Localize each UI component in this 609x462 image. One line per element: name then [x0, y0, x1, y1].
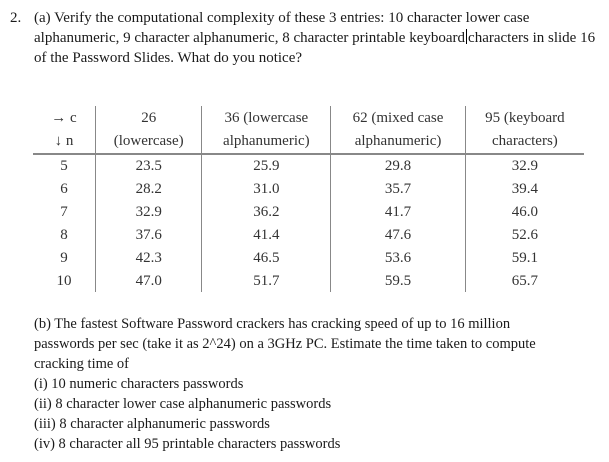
table-cell: 28.2 — [96, 178, 202, 201]
table-row — [33, 178, 584, 201]
table-cell: 59.1 — [511, 249, 539, 266]
part-b-item: (iv) 8 character all 95 printable characters passwords — [34, 436, 341, 452]
table-row — [33, 200, 584, 223]
row-n: 5 — [33, 155, 96, 178]
table-cell: 53.6 — [331, 246, 466, 269]
row-n: 8 — [33, 223, 96, 246]
col-header-line1: 62 (mixed case — [331, 106, 466, 129]
table-cell: 46.0 — [511, 203, 539, 220]
part-b-item: (i) 10 numeric characters passwords — [34, 376, 244, 392]
corner-c-label: → c — [33, 106, 96, 129]
table-cell: 32.9 — [96, 200, 202, 223]
table-cell: 39.4 — [511, 181, 539, 198]
row-n: 7 — [33, 200, 96, 223]
table-cell: 41.7 — [331, 200, 466, 223]
part-b-line: cracking time of — [34, 356, 130, 372]
table-cell: 25.9 — [202, 155, 331, 178]
table-cell: 36.2 — [202, 200, 331, 223]
table-row — [33, 223, 584, 246]
question-part-a — [34, 8, 599, 68]
row-n: 9 — [33, 246, 96, 269]
corner-n-label: ↓ n — [33, 129, 96, 153]
table-cell: 35.7 — [331, 178, 466, 201]
table-cell: 52.6 — [511, 226, 539, 243]
table-cell: 31.0 — [202, 178, 331, 201]
part-b-item: (ii) 8 character lower case alphanumeric passwords — [34, 396, 332, 412]
table-row — [33, 155, 584, 178]
question-number: 2. — [10, 10, 22, 26]
table-cell: 23.5 — [96, 155, 202, 178]
table-cell: 59.5 — [331, 269, 466, 292]
part-b-item: (iii) 8 character alphanumeric passwords — [34, 416, 270, 432]
table-cell: 65.7 — [511, 272, 539, 289]
part-b-line: (b) The fastest Software Password crackers has cracking speed of up to 16 million — [34, 316, 511, 332]
text-cursor — [466, 29, 467, 44]
table-cell: 47.6 — [331, 223, 466, 246]
table-cell: 29.8 — [331, 155, 466, 178]
col-header-line1: 26 — [96, 106, 202, 129]
table-row — [33, 246, 584, 269]
part-b-line: passwords per sec (take it as 2^24) on a 3GHz PC. Estimate the time taken to compute — [34, 336, 536, 352]
table-cell: 51.7 — [202, 269, 331, 292]
table-header-row-1 — [33, 106, 584, 129]
row-n: 10 — [33, 269, 96, 292]
row-n: 6 — [33, 178, 96, 201]
col-header-line1: 95 (keyboard — [485, 109, 565, 126]
table-row — [33, 269, 584, 292]
col-header-line2: characters) — [492, 133, 558, 150]
table-cell: 32.9 — [511, 158, 539, 175]
col-header-line2: alphanumeric) — [202, 129, 331, 153]
entropy-table — [33, 106, 584, 292]
table-header-row-2 — [33, 129, 584, 153]
part-a-text-continued: characters in slide 16 of the Password Slides. What do you notice? — [34, 30, 596, 66]
table-cell: 47.0 — [96, 269, 202, 292]
col-header-line2: (lowercase) — [96, 129, 202, 153]
table-cell: 37.6 — [96, 223, 202, 246]
table-cell: 42.3 — [96, 246, 202, 269]
col-header-line2: alphanumeric) — [331, 129, 466, 153]
part-a-text: (a) Verify the computational complexity of these 3 entries: 10 character lower case alphanumeric, 9 character alphanumeric, 8 character printable keyboard — [34, 10, 530, 46]
col-header-line1: 36 (lowercase — [202, 106, 331, 129]
table-cell: 41.4 — [202, 223, 331, 246]
table-cell: 46.5 — [202, 246, 331, 269]
